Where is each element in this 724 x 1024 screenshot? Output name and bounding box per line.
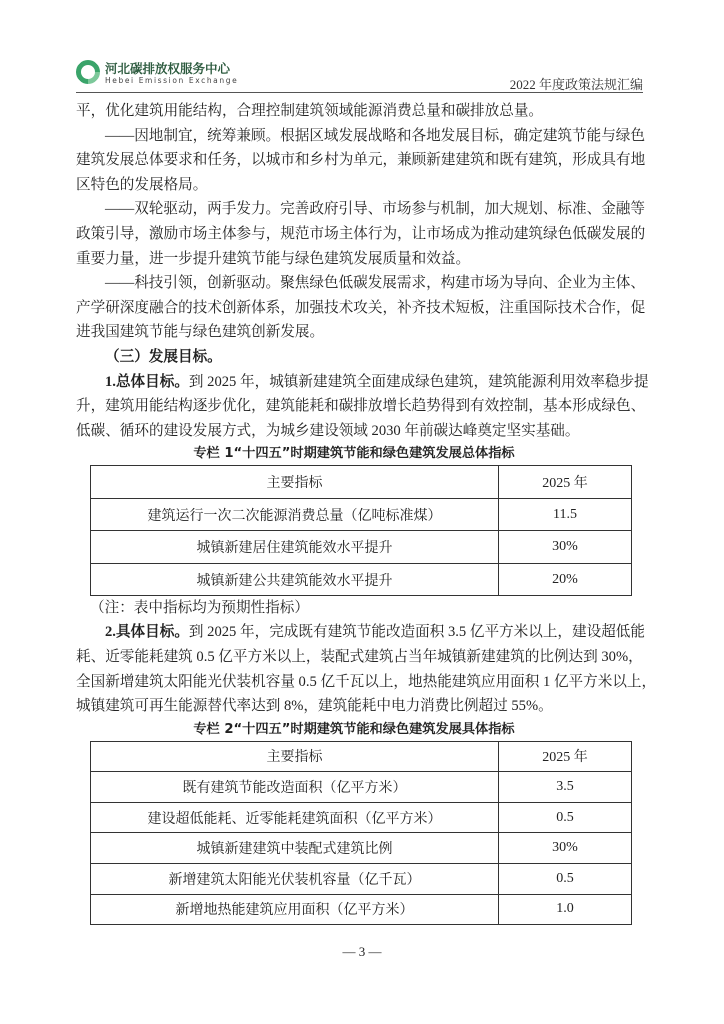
cell: 新增建筑太阳能光伏装机容量（亿千瓦）: [91, 864, 499, 895]
cell: 20%: [499, 563, 632, 596]
org-name-en: Hebei Emission Exchange: [105, 76, 239, 85]
text-line: ——科技引领，创新驱动。聚焦绿色低碳发展需求，构建市场为导向、企业为主体、: [105, 275, 645, 292]
goal-text: 到 2025 年，完成既有建筑节能改造面积 3.5 亿平方米以上，建设超低能: [188, 624, 645, 641]
text-line: 政策引导，激励市场主体参与，规范市场主体行为，让市场成为推动建筑绿色低碳发展的: [76, 225, 646, 242]
text-line: 升，建筑用能结构逐步优化，建筑能耗和碳排放增长趋势得到有效控制，基本形成绿色、: [76, 398, 646, 415]
text-line: [76, 620, 645, 645]
cell: 11.5: [499, 498, 632, 531]
publication-title: 2022 年度政策法规汇编: [509, 77, 643, 92]
cell: 城镇新建建筑中装配式建筑比例: [91, 833, 499, 864]
table-row: [91, 772, 632, 803]
goal-lead: 2.具体目标。: [105, 624, 189, 641]
page-number: — 3 —: [342, 944, 382, 959]
text-line: 城镇建筑可再生能源替代率达到 8%，建筑能耗中电力消费比例超过 55%。: [76, 698, 553, 715]
cell: 0.5: [499, 802, 632, 833]
text-line: 建筑发展总体要求和任务，以城市和乡村为单元，兼顾新建建筑和既有建筑，形成具有地: [76, 152, 646, 169]
cell: 既有建筑节能改造面积（亿平方米）: [91, 772, 499, 803]
text-line: [76, 370, 649, 395]
header-cell: 2025 年: [499, 741, 632, 772]
table-title: 专栏 1“十四五”时期建筑节能和绿色建筑发展总体指标: [193, 446, 515, 462]
text-line: 平，优化建筑用能结构，合理控制建筑领域能源消费总量和碳排放总量。: [76, 103, 544, 119]
text-line: 耗、近零能耗建筑 0.5 亿平方米以上，装配式建筑占当年城镇新建建筑的比例达到 30%，: [76, 648, 643, 665]
table-row: [91, 894, 632, 925]
cell: 新增地热能建筑应用面积（亿平方米）: [91, 894, 499, 925]
table-row: [91, 802, 632, 833]
table-specific-indicators: [90, 741, 632, 926]
text-line: 进我国建筑节能与绿色建筑创新发展。: [76, 324, 325, 341]
text-line: 区特色的发展格局。: [76, 176, 208, 193]
table-title: 专栏 2“十四五”时期建筑节能和绿色建筑发展具体指标: [193, 721, 515, 737]
logo-icon: [71, 55, 105, 89]
cell: 0.5: [499, 864, 632, 895]
text-line: 重要力量，进一步提升建筑节能与绿色建筑发展质量和效益。: [76, 250, 471, 267]
page-header: [76, 56, 643, 93]
header-cell: 2025 年: [499, 466, 632, 499]
text-line: 低碳、循环的建设发展方式，为城乡建设领域 2030 年前碳达峰奠定坚实基础。: [76, 422, 580, 439]
table-row: [91, 531, 632, 564]
cell: 1.0: [499, 894, 632, 925]
text-line: 全国新增建筑太阳能光伏装机容量 0.5 亿千瓦以上，地热能建筑应用面积 1 亿平方米以上，: [76, 673, 657, 690]
table-header-row: [91, 466, 632, 499]
section-heading: [76, 345, 632, 370]
table-row: [91, 833, 632, 864]
text-line: 产学研深度融合的技术创新体系，加强技术攻关，补齐技术短板，注重国际技术合作，促: [76, 299, 646, 316]
table-row: [91, 498, 632, 531]
cell: 30%: [499, 531, 632, 564]
section-heading-text: （三）发展目标。: [105, 348, 222, 365]
cell: 城镇新建公共建筑能效水平提升: [91, 563, 499, 596]
table-header-row: [91, 741, 632, 772]
cell: 3.5: [499, 772, 632, 803]
org-name: 河北碳排放权服务中心: [105, 61, 231, 76]
table-row: [91, 864, 632, 895]
cell: 30%: [499, 833, 632, 864]
text-line: ——双轮驱动，两手发力。完善政府引导、市场参与机制，加大规划、标准、金融等: [105, 201, 645, 218]
cell: 建筑运行一次二次能源消费总量（亿吨标准煤）: [91, 498, 499, 531]
goal-text: 到 2025 年，城镇新建建筑全面建成绿色建筑，建筑能源利用效率稳步提: [188, 373, 649, 390]
cell: 建设超低能耗、近零能耗建筑面积（亿平方米）: [91, 802, 499, 833]
text-line: ——因地制宜，统筹兼顾。根据区域发展战略和各地发展目标，确定建筑节能与绿色: [105, 127, 645, 144]
header-cell: 主要指标: [91, 466, 499, 499]
table-row: [91, 563, 632, 596]
header-cell: 主要指标: [91, 741, 499, 772]
table-note: （注：表中指标均为预期性指标）: [90, 600, 309, 617]
table-overall-indicators: [90, 465, 632, 596]
document-body: [76, 99, 657, 925]
goal-lead: 1.总体目标。: [105, 373, 189, 390]
cell: 城镇新建居住建筑能效水平提升: [91, 531, 499, 564]
